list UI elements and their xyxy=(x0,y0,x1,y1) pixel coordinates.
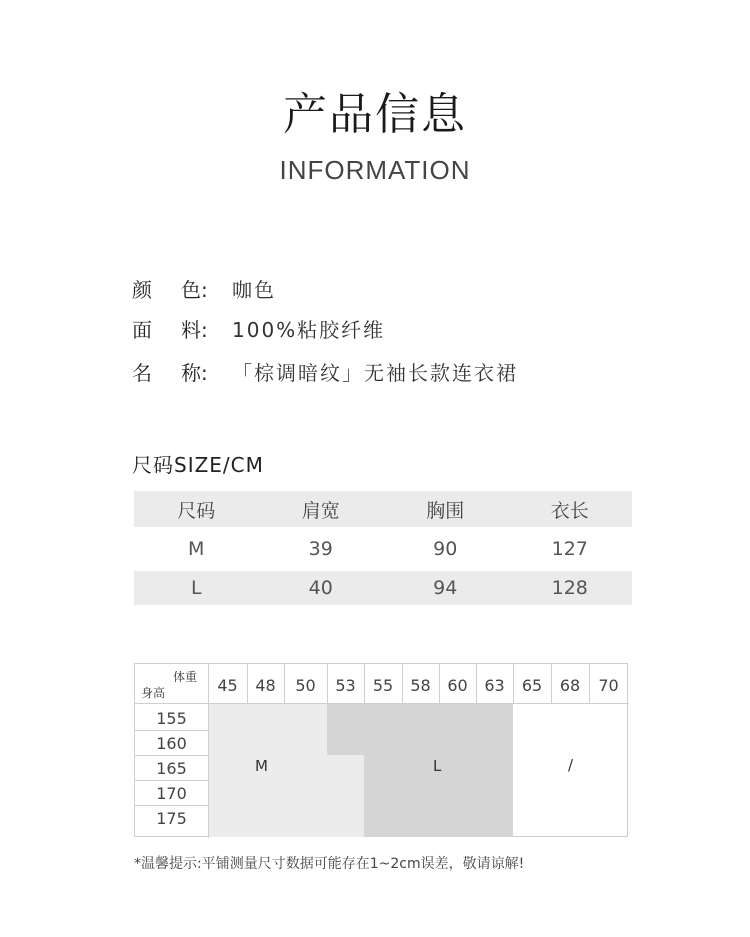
fit-chart xyxy=(134,663,628,837)
weight-header: 63 xyxy=(484,676,505,695)
weight-header: 68 xyxy=(559,676,581,695)
info-label xyxy=(132,274,232,303)
info-label xyxy=(132,357,232,386)
weight-header: 45 xyxy=(217,676,238,695)
height-row-label: 170 xyxy=(135,781,208,806)
table-cell: 40 xyxy=(259,571,384,605)
weight-header: 50 xyxy=(295,676,316,695)
height-row-label: 175 xyxy=(156,809,187,828)
table-row xyxy=(134,571,632,605)
weight-header: 70 xyxy=(598,676,619,695)
no-size-label: / xyxy=(568,756,574,774)
size-l-label: L xyxy=(433,757,442,775)
weight-header: 65 xyxy=(521,676,543,695)
table-cell: L xyxy=(134,571,259,605)
height-row-label: 155 xyxy=(135,706,208,731)
size-heading: 尺码SIZE/CM xyxy=(132,453,264,477)
weight-header: 58 xyxy=(410,676,431,695)
column-header: 衣长 xyxy=(508,491,633,527)
corner-height-label: 身高 xyxy=(141,686,166,700)
info-label-char: 颜 xyxy=(132,278,152,302)
table-cell: M xyxy=(134,527,259,571)
column-header: 胸围 xyxy=(383,491,508,527)
info-material-row xyxy=(132,314,385,343)
info-name-value: 「棕调暗纹」无袖长款连衣裙 xyxy=(232,361,518,385)
column-header: 尺码 xyxy=(134,491,259,527)
info-material-value: 100%粘胶纤维 xyxy=(232,318,386,342)
info-label-char: 色 xyxy=(181,278,201,302)
info-separator: : xyxy=(201,361,208,385)
size-m-label: M xyxy=(255,757,268,775)
weight-header: 53 xyxy=(335,676,356,695)
column-header: 肩宽 xyxy=(259,491,384,527)
table-cell: 39 xyxy=(259,527,384,571)
table-cell: 128 xyxy=(508,571,633,605)
info-separator: : xyxy=(201,278,208,302)
info-name-row xyxy=(132,357,518,386)
table-row xyxy=(134,527,632,571)
info-label xyxy=(132,314,232,343)
weight-header: 60 xyxy=(447,676,468,695)
weight-header: 55 xyxy=(372,676,394,695)
table-cell: 94 xyxy=(383,571,508,605)
page-subtitle: INFORMATION xyxy=(279,155,471,185)
disclaimer-note: *温馨提示:平铺测量尺寸数据可能存在1~2cm误差，敬请谅解! xyxy=(134,856,525,872)
page-title: 产品信息 xyxy=(283,89,467,140)
height-row-label: 165 xyxy=(135,756,208,781)
info-color-row xyxy=(132,274,276,303)
height-row-label: 160 xyxy=(135,731,208,756)
info-color-value: 咖色 xyxy=(232,278,276,302)
info-label-char: 称 xyxy=(181,361,201,385)
table-cell: 90 xyxy=(383,527,508,571)
info-label-char: 料 xyxy=(181,318,201,342)
weight-header: 48 xyxy=(255,676,276,695)
size-table xyxy=(134,491,632,605)
size-table-header xyxy=(134,491,632,527)
info-separator: : xyxy=(201,318,208,342)
info-label-char: 名 xyxy=(132,361,152,385)
info-label-char: 面 xyxy=(132,318,152,342)
corner-weight-label: 体重 xyxy=(173,670,198,684)
table-cell: 127 xyxy=(508,527,633,571)
size-zone-l xyxy=(327,703,364,755)
